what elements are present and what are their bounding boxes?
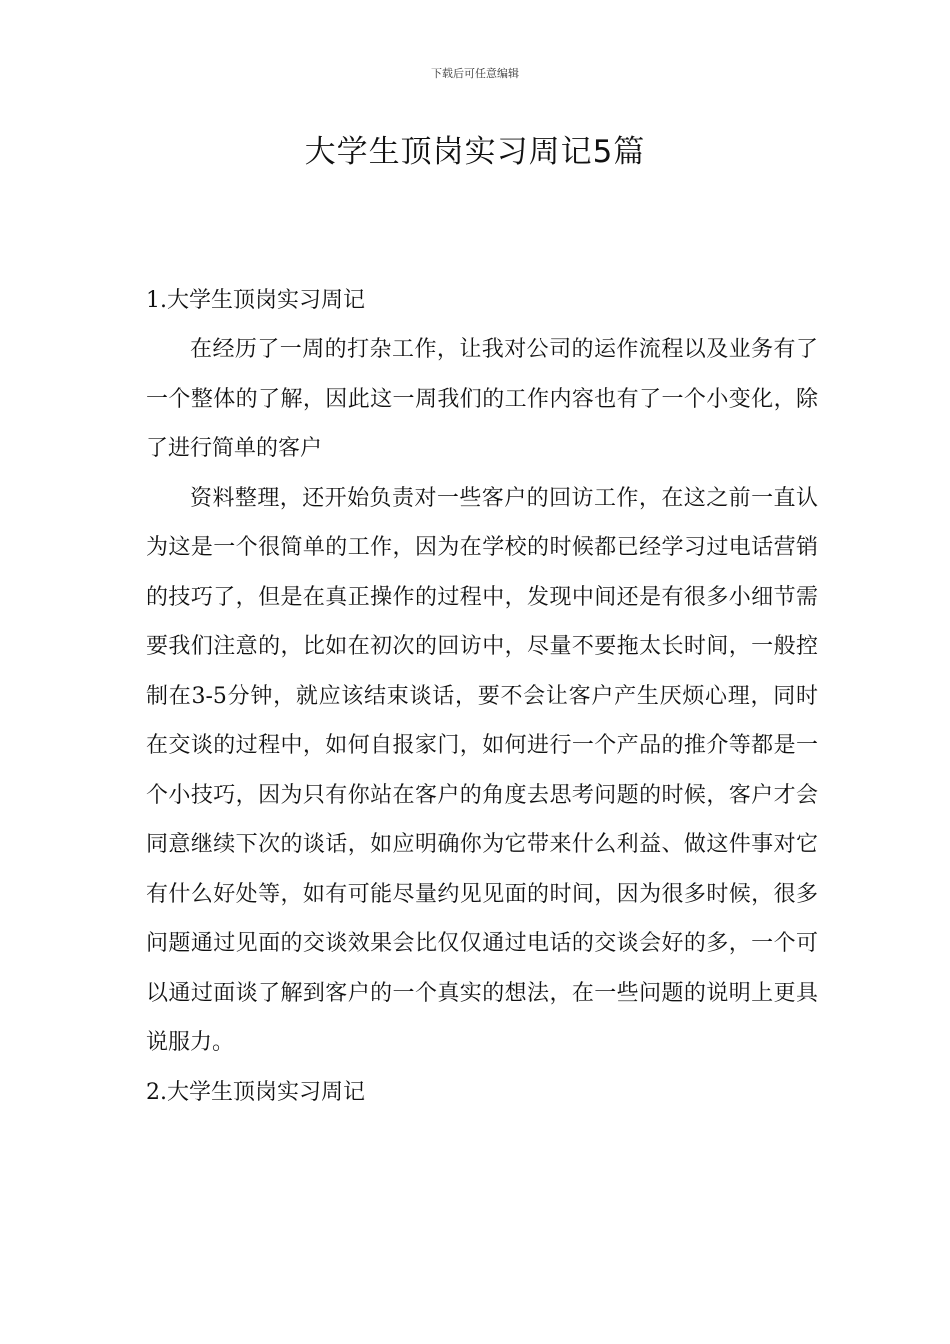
document-title: 大学生顶岗实习周记5篇 (304, 134, 646, 170)
paragraph-2: 资料整理，还开始负责对一些客户的回访工作，在这之前一直认为这是一个很简单的工作，因为在学校的时候都已经学习过电话营销的技巧了，但是在真正操作的过程中，发现中间还是有很多小细节需要我们注意的，比如在初次的回访中，尽量不要拖太长时间，一般控制在3-5分钟，就应该结束谈话，要不会让客户产生厌烦心理，同时在交谈的过程中，如何自报家门，如何进行一个产品的推介等都是一个小技巧，因为只有你站在客户的角度去思考问题的时候，客户才会同意继续下次的谈话，如应明确你为它带来什么利益、做这件事对它有什么好处等，如有可能尽量约见见面的时间，因为很多时候，很多问题通过见面的交谈效果会比仅仅通过电话的交谈会好的多，一个可以通过面谈了解到客户的一个真实的想法，在一些问题的说明上更具说服力。 (146, 485, 818, 1055)
document-body (146, 276, 818, 1117)
paragraph-1: 在经历了一周的打杂工作，让我对公司的运作流程以及业务有了一个整体的了解，因此这一周我们的工作内容也有了一个小变化，除了进行简单的客户 (146, 337, 818, 461)
section-heading-1: 1.大学生顶岗实习周记 (146, 288, 365, 313)
header-note: 下载后可任意编辑 (431, 67, 519, 80)
section-heading-2: 2.大学生顶岗实习周记 (146, 1079, 365, 1105)
